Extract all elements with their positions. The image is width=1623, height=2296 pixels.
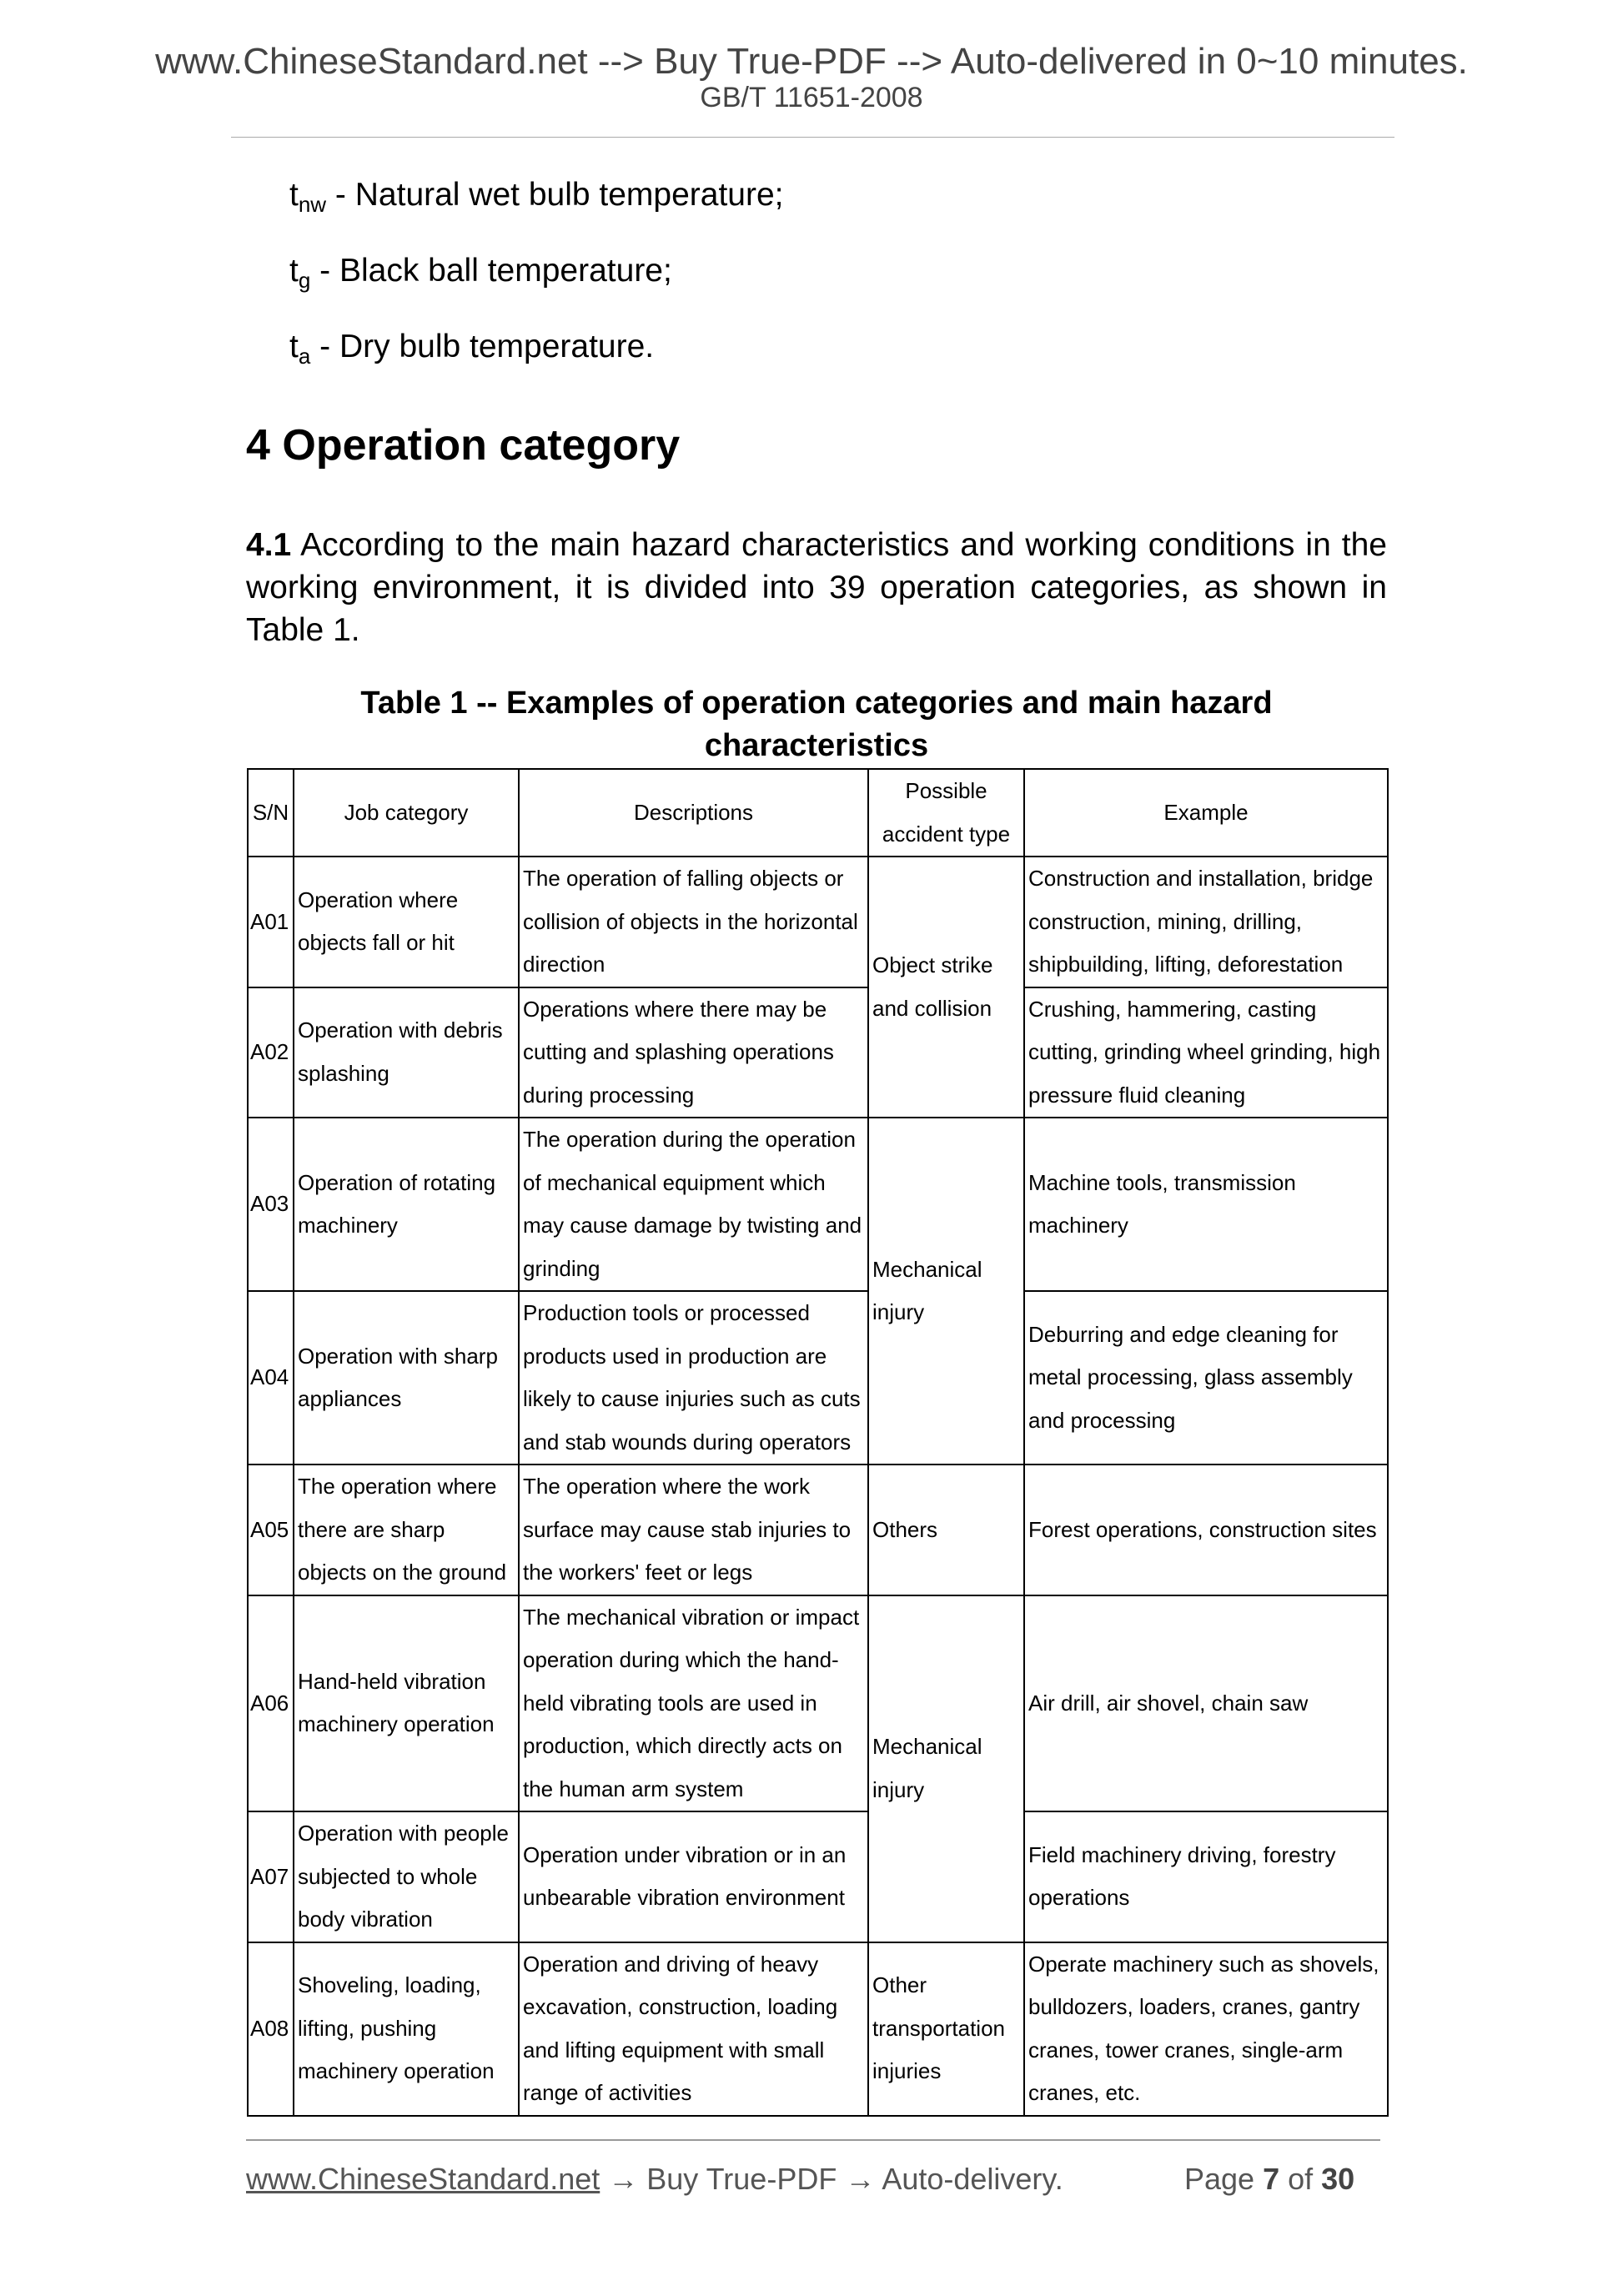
cell-job: The operation where there are sharp objects on the ground [294,1465,519,1595]
header-accident-type: Possible accident type [868,769,1024,857]
symbol-subscript: a [298,344,311,369]
cell-sn: A03 [248,1118,294,1291]
cell-sn: A01 [248,857,294,987]
cell-desc: The operation where the work surface may cause stab injuries to the workers' feet or legs [519,1465,868,1595]
cell-desc: Operations where there may be cutting and splashing operations during processing [519,987,868,1118]
symbol: t [289,177,299,213]
page-indicator [1184,2164,1354,2194]
symbol-definition [289,330,654,367]
cell-accident: Object strike and collision [868,857,1024,1118]
cell-accident: Other transportation injuries [868,1942,1024,2116]
table-row [248,1811,1388,1942]
footer-promo-text: → Buy True-PDF → Auto-delivery. [600,2162,1063,2196]
cell-accident: Mechanical injury [868,1595,1024,1942]
cell-sn: A07 [248,1811,294,1942]
symbol-subscript: nw [298,192,327,217]
symbol-description: - Natural wet bulb temperature; [326,177,784,213]
cell-accident: Mechanical injury [868,1118,1024,1465]
cell-desc: The operation during the operation of mechanical equipment which may cause damage by twisting and grinding [519,1118,868,1291]
symbol-subscript: g [298,268,311,293]
cell-example: Forest operations, construction sites [1024,1465,1388,1595]
page-word: Page [1184,2162,1264,2196]
cell-example: Air drill, air shovel, chain saw [1024,1595,1388,1812]
page-number: 7 [1263,2162,1280,2196]
table-row [248,1291,1388,1465]
header-job-category: Job category [294,769,519,857]
header-divider [231,137,1394,138]
cell-example: Machine tools, transmission machinery [1024,1118,1388,1291]
cell-desc: The mechanical vibration or impact operation during which the hand-held vibrating tools are used in production, which directly acts on the human arm system [519,1595,868,1812]
cell-desc: The operation of falling objects or collision of objects in the horizontal direction [519,857,868,987]
symbol: t [289,329,299,364]
cell-job: Hand-held vibration machinery operation [294,1595,519,1812]
table-row [248,1595,1388,1812]
page-total: 30 [1321,2162,1355,2196]
cell-job: Operation with debris splashing [294,987,519,1118]
cell-job: Operation with people subjected to whole body vibration [294,1811,519,1942]
cell-desc: Production tools or processed products used in production are likely to cause injuries such as cuts and stab wounds during operators [519,1291,868,1465]
table-row [248,987,1388,1118]
clause-number: 4.1 [246,527,292,563]
cell-example: Construction and installation, bridge construction, mining, drilling, shipbuilding, lifting, deforestation [1024,857,1388,987]
cell-job: Operation where objects fall or hit [294,857,519,987]
table-row [248,1942,1388,2116]
symbol-description: - Dry bulb temperature. [310,329,655,364]
operation-category-table [247,768,1389,2117]
table-caption: Table 1 -- Examples of operation categories and main hazard characteristics [360,686,1273,763]
footer-site-link[interactable]: www.ChineseStandard.net [246,2162,600,2196]
cell-accident: Others [868,1465,1024,1595]
cell-job: Operation of rotating machinery [294,1118,519,1291]
header-sn: S/N [248,769,294,857]
table-row [248,1465,1388,1595]
cell-example: Field machinery driving, forestry operations [1024,1811,1388,1942]
clause-paragraph [246,524,1387,651]
header-descriptions: Descriptions [519,769,868,857]
table-header-row [248,769,1388,857]
cell-job: Shoveling, loading, lifting, pushing machinery operation [294,1942,519,2116]
cell-desc: Operation under vibration or in an unbearable vibration environment [519,1811,868,1942]
footer-divider [246,2139,1380,2141]
cell-example: Operate machinery such as shovels, bulldozers, loaders, cranes, gantry cranes, tower cranes, single-arm cranes, etc. [1024,1942,1388,2116]
cell-sn: A04 [248,1291,294,1465]
cell-desc: Operation and driving of heavy excavation, construction, loading and lifting equipment with small range of activities [519,1942,868,2116]
cell-example: Crushing, hammering, casting cutting, grinding wheel grinding, high pressure fluid cleaning [1024,987,1388,1118]
of-word: of [1279,2162,1322,2196]
top-banner: www.ChineseStandard.net --> Buy True-PDF --> Auto-delivered in 0~10 minutes. [155,41,1468,82]
symbol-description: - Black ball temperature; [310,253,672,289]
symbol: t [289,253,299,289]
table-row [248,857,1388,987]
symbol-definition [289,254,672,291]
footer-promo [246,2164,1063,2194]
section-heading: 4 Operation category [246,421,681,470]
table-row [248,1118,1388,1291]
symbol-definition [289,178,784,215]
cell-example: Deburring and edge cleaning for metal processing, glass assembly and processing [1024,1291,1388,1465]
cell-sn: A02 [248,987,294,1118]
cell-job: Operation with sharp appliances [294,1291,519,1465]
cell-sn: A05 [248,1465,294,1595]
cell-sn: A06 [248,1595,294,1812]
cell-sn: A08 [248,1942,294,2116]
clause-text: According to the main hazard characteristics and working conditions in the working environment, it is divided into 39 operation categories, as shown in Table 1. [246,527,1387,648]
standard-code: GB/T 11651-2008 [700,82,923,113]
header-example: Example [1024,769,1388,857]
